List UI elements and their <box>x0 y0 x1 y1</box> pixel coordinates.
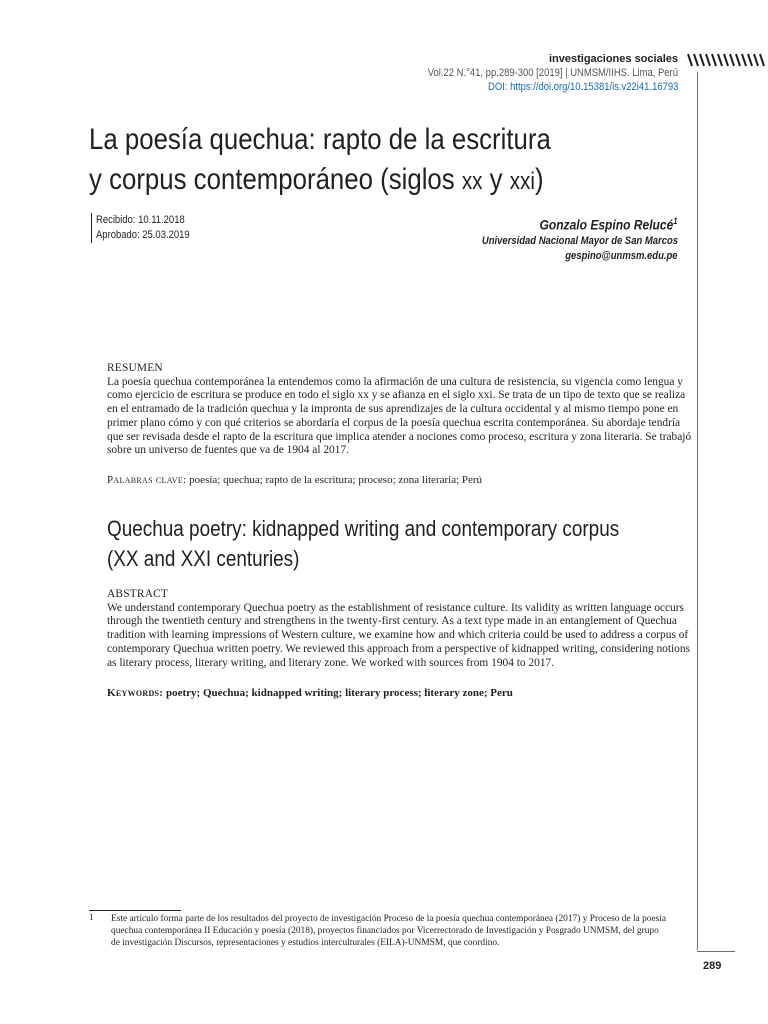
approved-date: Aprobado: 25.03.2019 <box>96 229 190 241</box>
author-name: Gonzalo Espino Relucé$^1$ <box>539 216 678 233</box>
footnote-line: Este artículo forma parte de los resultados del proyecto de investigación Proceso de la poesía quechua contemporánea (2017) y Proceso de la poesía <box>111 914 667 924</box>
abstract-heading: ABSTRACT <box>107 588 169 600</box>
resumen-heading: RESUMEN <box>107 362 163 374</box>
journal-header <box>387 52 678 94</box>
abstract-block <box>107 588 690 670</box>
keywords <box>107 687 513 699</box>
english-title-line-2: (XX and XXI centuries) <box>107 546 300 571</box>
resumen-line: primer plano cómo y con qué criterios se abordaría el corpus de la poesía quechua escrita contemporánea. Su abordaje tendría <box>107 416 681 429</box>
keywords-label: Keywords: <box>107 687 164 699</box>
author-footnote-mark: 1 <box>673 216 678 226</box>
footnote-number: 1 <box>89 913 94 923</box>
title-line-2: y corpus contemporáneo (siglos xx y xxi) <box>89 163 544 196</box>
author-block <box>450 212 678 264</box>
abstract-line: We understand contemporary Quechua poetry as the establishment of resistance culture. Its validity as written language occurs <box>107 601 684 614</box>
received-date: Recibido: 10.11.2018 <box>96 214 185 226</box>
page-number-rule <box>697 951 735 952</box>
article-dates <box>91 213 205 243</box>
hatch-ornament <box>686 53 768 67</box>
margin-rule <box>697 72 698 950</box>
palabras-clave-label: Palabras clave: <box>107 474 187 486</box>
english-title-line-1: Quechua poetry: kidnapped writing and contemporary corpus <box>107 516 620 541</box>
abstract-line: tradition with learning impressions of Western culture, we examine how and which criteria could be used to address a corpus of <box>107 629 689 642</box>
abstract-line: through the twentieth century and strengthens in the twenty-first century. As a text type made in an entanglement of Quechua <box>107 615 677 628</box>
page-number: 289 <box>703 960 722 972</box>
resumen-line: en el entramado de la tradición quechua y la impronta de sus aprendizajes de la cultura occidental y al mismo tiempo pone en <box>107 403 679 416</box>
resumen-line: como ejercicio de escritura se produce en todo el siglo xx y se afianza en el siglo xxi. Se trata de un tipo de texto que se realiza <box>107 389 686 402</box>
resumen-line: sobre un universo de fuentes que va de 1904 al 2017. <box>107 444 349 457</box>
author-affiliation: Universidad Nacional Mayor de San Marcos <box>481 234 678 247</box>
author-email[interactable]: gespino@unmsm.edu.pe <box>565 249 678 262</box>
footnote-line: de investigación Discursos, representaciones y estudios interculturales (EILA)-UNMSM, que coordino. <box>111 938 500 948</box>
palabras-clave-values: poesía; quechua; rapto de la escritura; proceso; zona literaria; Perú <box>186 474 483 486</box>
footnote <box>111 913 691 949</box>
resumen-line: que ser revisada desde el rapto de la escritura que implica atender a nociones como proceso, escritura y zona literaria. Se trabajó <box>107 430 692 443</box>
palabras-clave <box>107 474 482 486</box>
article-title <box>89 120 626 202</box>
footnote-line: quechua contemporánea II Educación y poesía (2018), proyectos financiados por Vicerrectorado de Investigación y Posgrado UNMSM, del grupo <box>111 926 659 936</box>
doi-link[interactable]: DOI: https://doi.org/10.15381/is.v22i41.16793 <box>487 81 678 93</box>
journal-name: investigaciones sociales <box>548 53 678 65</box>
abstract-line: contemporary Quechua written poetry. We reviewed this approach from a perspective of kidnapped writing, considering notions <box>107 642 690 655</box>
journal-volume: Vol.22 N.°41, pp.289-300 [2019] | UNMSM/IIHS. Lima, Perú <box>427 67 678 79</box>
resumen-block <box>107 362 692 458</box>
footnote-rule <box>89 910 181 911</box>
title-line-1: La poesía quechua: rapto de la escritura <box>89 123 551 156</box>
abstract-line: as literary process, literary writing, and literary zone. We worked with sources from 1904 to 2017. <box>107 656 555 669</box>
english-title <box>107 514 703 574</box>
resumen-line: La poesía quechua contemporánea la entendemos como la afirmación de una cultura de resistencia, su vigencia como lengua y <box>107 375 683 388</box>
keywords-values: poetry; Quechua; kidnapped writing; literary process; literary zone; Peru <box>163 687 513 699</box>
